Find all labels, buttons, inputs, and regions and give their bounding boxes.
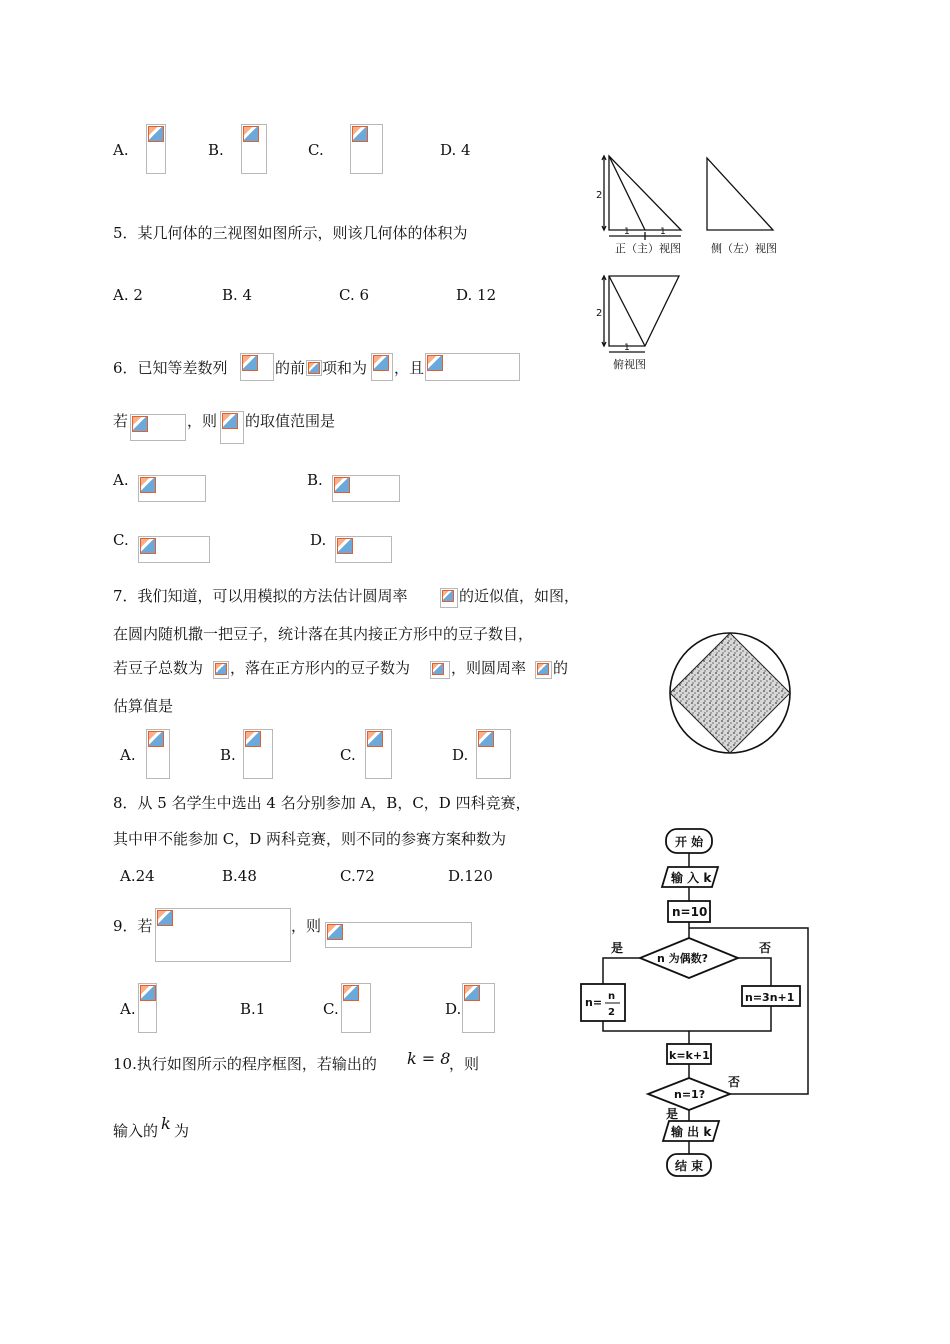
top-view-caption: 俯视图 bbox=[613, 358, 646, 370]
q6-condition-image-2 bbox=[130, 414, 186, 441]
flow-right-process: n=3n+1 bbox=[745, 991, 795, 1004]
q7-line-3b: ，落在正方形内的豆子数为 bbox=[230, 659, 411, 677]
q8-option-d: D.120 bbox=[448, 867, 493, 885]
q10-line-1b: ，则 bbox=[449, 1055, 480, 1073]
q7-total-image bbox=[213, 661, 229, 679]
q7-line-2: 在圆内随机撒一把豆子，统计落在其内接正方形中的豆子数目， bbox=[113, 625, 534, 643]
q9-option-d-image bbox=[462, 983, 495, 1033]
q6-option-a: A. bbox=[113, 471, 129, 489]
q9-text-2: ，则 bbox=[291, 917, 322, 935]
q4-option-a: A. bbox=[113, 141, 129, 159]
q4-option-a-formula-image bbox=[146, 124, 166, 174]
q6-option-c: C. bbox=[113, 531, 129, 549]
q7-option-b: B. bbox=[220, 746, 236, 764]
q6-condition-image bbox=[425, 353, 520, 381]
top-height-label: 2 bbox=[596, 308, 603, 319]
q6-text-7: 的取值范围是 bbox=[245, 412, 336, 430]
q7-line-1b: 的近似值，如图， bbox=[459, 587, 580, 605]
q7-option-c-image bbox=[365, 729, 392, 779]
q9-option-b: B.1 bbox=[240, 1000, 266, 1018]
side-view-caption: 侧（左）视图 bbox=[711, 242, 777, 255]
q7-option-c: C. bbox=[340, 746, 356, 764]
q8-option-c: C.72 bbox=[340, 867, 375, 885]
q8-option-b: B.48 bbox=[222, 867, 257, 885]
q8-line-2: 其中甲不能参加 C，D 两科竞赛，则不同的参赛方案种数为 bbox=[113, 830, 507, 848]
q10-input-k-math: k bbox=[161, 1114, 171, 1133]
q7-line-3d: 的 bbox=[553, 659, 569, 677]
q7-inside-image bbox=[430, 661, 450, 679]
flow-input: 输 入 k bbox=[671, 871, 712, 885]
flow-increment: k=k+1 bbox=[669, 1049, 710, 1062]
flow-yes-label-2: 是 bbox=[666, 1107, 679, 1121]
q10-line-1a: 10.执行如图所示的程序框图，若输出的 bbox=[113, 1055, 377, 1073]
q5-option-d: D. 12 bbox=[456, 286, 497, 304]
q7-line-4: 估算值是 bbox=[113, 697, 174, 715]
q6-target-image bbox=[220, 411, 244, 444]
q8-option-a: A.24 bbox=[120, 867, 155, 885]
q6-text-6: ，则 bbox=[187, 412, 218, 430]
front-height-label: 2 bbox=[596, 190, 603, 201]
flow-left-process: n= bbox=[585, 996, 603, 1009]
flow-condition-2: n=1? bbox=[674, 1088, 706, 1101]
three-view-figure bbox=[595, 150, 795, 370]
q6-text-4: ，且 bbox=[394, 359, 425, 377]
q6-text-2: 的前 bbox=[275, 359, 306, 377]
q7-option-a-image bbox=[146, 729, 170, 779]
q7-option-d: D. bbox=[452, 746, 469, 764]
q5-option-c: C. 6 bbox=[339, 286, 370, 304]
front-width-label-2: 1 bbox=[660, 227, 666, 237]
q7-pi-image bbox=[440, 588, 458, 608]
q6-option-c-image bbox=[138, 536, 210, 563]
q10-line-2a: 输入的 bbox=[113, 1122, 159, 1140]
q10-line-2b: 为 bbox=[174, 1122, 190, 1140]
q5-stem: 5．某几何体的三视图如图所示，则该几何体的体积为 bbox=[113, 224, 468, 242]
q6-sequence-image bbox=[240, 353, 274, 381]
q6-option-d-image bbox=[335, 536, 392, 563]
q8-line-1: 8．从 5 名学生中选出 4 名分别参加 A，B，C，D 四科竞赛， bbox=[113, 794, 531, 812]
flow-output: 输 出 k bbox=[671, 1125, 712, 1139]
q9-option-a: A. bbox=[120, 1000, 136, 1018]
q7-option-d-image bbox=[476, 729, 511, 779]
q4-option-b: B. bbox=[208, 141, 224, 159]
q7-line-3c: ，则圆周率 bbox=[451, 659, 527, 677]
top-width-label: 1 bbox=[624, 343, 630, 353]
q6-option-b-image bbox=[332, 475, 400, 502]
q7-pi-image-2 bbox=[535, 661, 552, 679]
q6-n-image bbox=[306, 360, 322, 376]
q9-option-d: D. bbox=[445, 1000, 462, 1018]
q6-text-1: 6．已知等差数列 bbox=[113, 359, 228, 377]
flow-left-denominator: 2 bbox=[608, 1007, 615, 1018]
flow-no-label-2: 否 bbox=[728, 1075, 741, 1089]
flow-left-numerator: n bbox=[608, 991, 616, 1002]
q9-expression-image bbox=[325, 922, 472, 948]
q5-option-a: A. 2 bbox=[113, 286, 143, 304]
q10-output-k-math: k = 8 bbox=[407, 1049, 451, 1068]
q7-line-1a: 7．我们知道，可以用模拟的方法估计圆周率 bbox=[113, 587, 408, 605]
flow-condition: n 为偶数? bbox=[657, 952, 709, 965]
q9-option-a-image bbox=[138, 983, 157, 1033]
flow-end: 结 束 bbox=[675, 1159, 704, 1173]
q6-option-b: B. bbox=[307, 471, 323, 489]
q6-option-a-image bbox=[138, 475, 206, 502]
q7-line-3a: 若豆子总数为 bbox=[113, 659, 204, 677]
q7-option-a: A. bbox=[120, 746, 136, 764]
q5-option-b: B. 4 bbox=[222, 286, 253, 304]
q7-option-b-image bbox=[243, 729, 273, 779]
q9-condition-image bbox=[155, 908, 291, 962]
q6-sum-image bbox=[371, 353, 393, 381]
q6-option-d: D. bbox=[310, 531, 327, 549]
q4-option-c: C. bbox=[308, 141, 324, 159]
q6-text-5: 若 bbox=[113, 412, 129, 430]
flow-init: n=10 bbox=[672, 905, 708, 919]
q4-option-b-formula-image bbox=[241, 124, 267, 174]
q4-option-c-formula-image bbox=[350, 124, 383, 174]
circle-square-figure bbox=[667, 630, 793, 756]
q9-text-1: 9．若 bbox=[113, 917, 153, 935]
q9-option-c: C. bbox=[323, 1000, 339, 1018]
flow-yes-label: 是 bbox=[611, 941, 624, 955]
q6-text-3: 项和为 bbox=[322, 359, 368, 377]
flow-start: 开 始 bbox=[675, 835, 704, 849]
q4-option-d: D. 4 bbox=[440, 141, 471, 159]
flowchart-figure bbox=[578, 824, 818, 1180]
front-view-caption: 正（主）视图 bbox=[615, 242, 681, 255]
flow-no-label: 否 bbox=[759, 941, 772, 955]
front-width-label-1: 1 bbox=[624, 227, 630, 237]
q9-option-c-image bbox=[341, 983, 371, 1033]
